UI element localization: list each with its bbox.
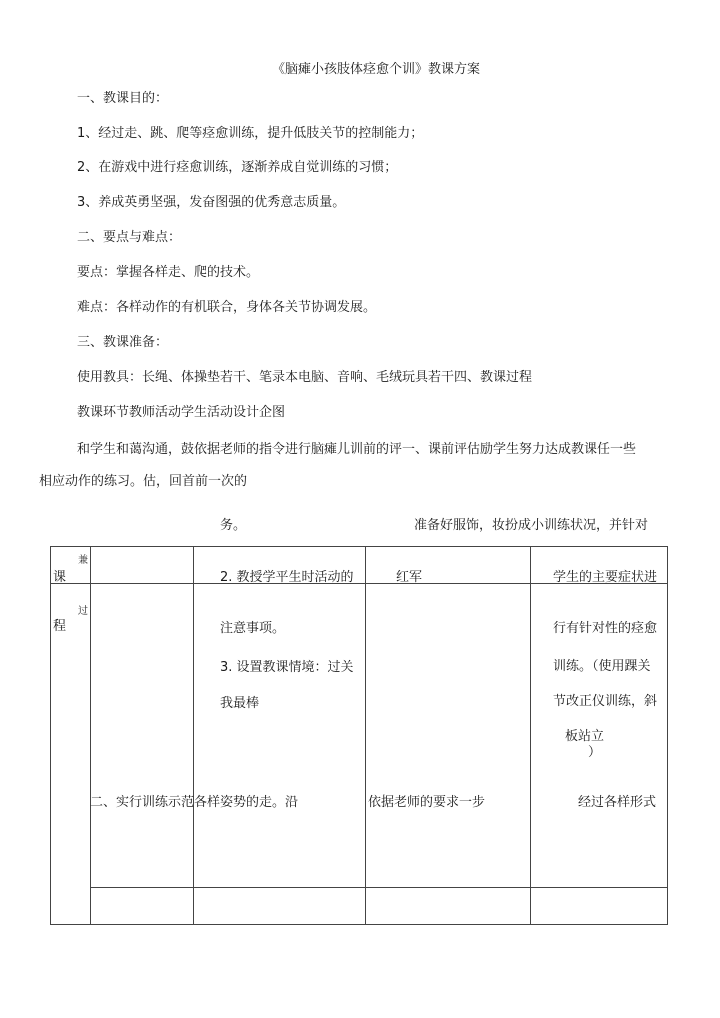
teacher-line-3: 3. 设置教课情境：过关 [220,660,354,675]
design-line-2: 行有针对性的痉愈 [553,621,658,636]
page-title: 《脑瘫小孩肢体痉愈个训》教课方案 [272,62,481,77]
paragraph-line-2: 相应动作的练习。估，回首前一次的 [39,474,248,489]
goal-item-1: 1、经过走、跳、爬等痉愈训练，提升低肢关节的控制能力； [77,126,424,141]
goal-item-3: 3、养成英勇坚强，发奋图强的优秀意志质量。 [77,195,346,210]
teacher-line-2: 注意事项。 [220,621,286,636]
difficulty: 难点：各样动作的有机联合，身体各关节协调发展。 [77,300,377,315]
row2-student: 依据老师的要求一步 [368,795,486,810]
col1-small-top: 兼 [78,555,88,566]
design-line-3: 训练。（使用踝关 [553,659,651,674]
paragraph-line-3-left: 务。 [220,518,247,533]
student-activity: 红军 [396,570,423,585]
design-line-6: ） [588,745,602,760]
section-heading-preparation: 三、教课准备： [77,335,169,350]
col1-char-top: 课 [53,570,67,585]
col1-small-mid: 过 [78,606,88,617]
paragraph-line-3-right: 准备好服饰，妆扮成小训练状况，并针对 [414,518,649,533]
col1-char-bottom: 程 [53,619,67,634]
paragraph-line-1: 和学生和蔼沟通，鼓依据老师的指令进行脑瘫儿训前的评一、课前评估励学生努力达成教课任一些 [77,442,637,457]
row2-step: 二、实行训练示范各样姿势的走。沿 [90,795,299,810]
row2-design: 经过各样形式 [578,795,657,810]
section-heading-goals: 一、教课目的： [77,91,169,106]
design-line-5: 板站立 [565,729,605,744]
goal-item-2: 2、在游戏中进行痉愈训练，逐渐养成自觉训练的习惯； [77,160,398,175]
design-line-4: 节改正仪训练，斜 [553,694,658,709]
key-point: 要点：掌握各样走、爬的技术。 [77,265,260,280]
tools-line: 使用教具：长绳、体操垫若干、笔录本电脑、音响、毛绒玩具若干四、教课过程 [77,370,533,385]
design-line-1: 学生的主要症状进 [553,570,658,585]
teacher-line-4: 我最棒 [220,696,260,711]
teacher-line-1: 2. 教授学平生时活动的 [220,570,354,585]
table-header-line: 教课环节教师活动学生活动设计企图 [77,405,286,420]
section-heading-keypoints: 二、要点与难点： [77,230,182,245]
